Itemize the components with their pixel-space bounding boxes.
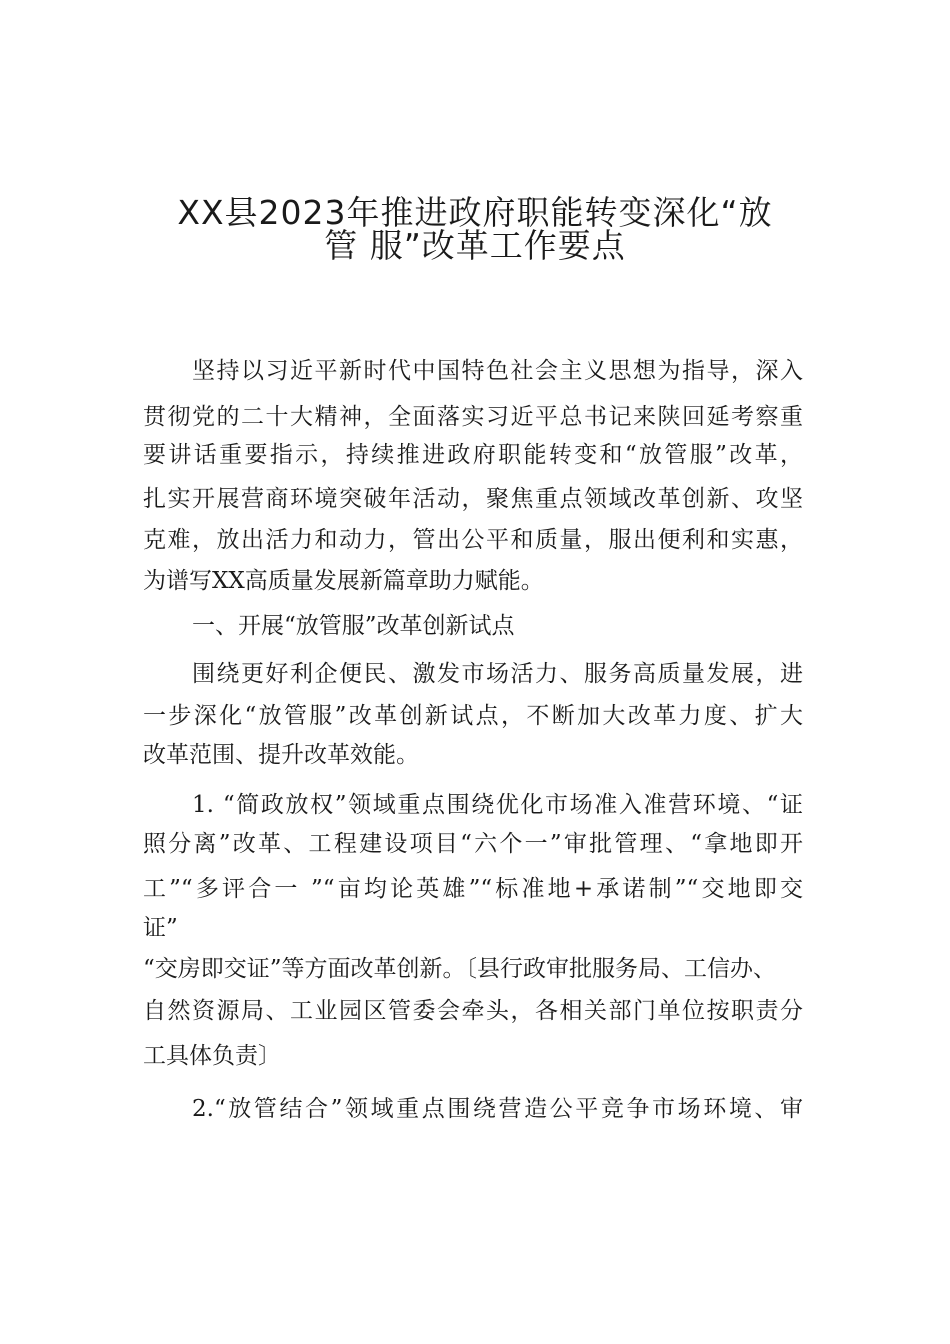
intro-line-6: 为谱写XX高质量发展新篇章助力赋能。 (143, 568, 544, 594)
item-1-line-3: 工”“多评合一 ”“亩均论英雄”“标准地+承诺制”“交地即交 (143, 876, 803, 902)
item-1-line-7: 工具体负责〕 (143, 1043, 281, 1069)
item-1-line-1: 1. “简政放权”领域重点围绕优化市场准入准营环境、“证 (192, 792, 803, 818)
item-1-line-2: 照分离”改革、工程建设项目“六个一”审批管理、“拿地即开 (143, 831, 803, 857)
item-1-line-6: 自然资源局、工业园区管委会牵头，各相关部门单位按职责分 (143, 998, 803, 1024)
section-1-para-line-2: 一步深化“放管服”改革创新试点，不断加大改革力度、扩大 (143, 703, 803, 729)
document-title-line-1: XX县2023年推进政府职能转变深化“放 (177, 193, 773, 232)
intro-line-4: 扎实开展营商环境突破年活动，聚焦重点领域改革创新、攻坚 (143, 486, 803, 512)
item-2-line-1: 2.“放管结合”领域重点围绕营造公平竞争市场环境、审 (192, 1096, 803, 1122)
item-1-line-4: 证” (143, 915, 178, 941)
intro-line-5: 克难，放出活力和动力，管出公平和质量，服出便利和实惠， (143, 527, 803, 553)
intro-line-2: 贯彻党的二十大精神，全面落实习近平总书记来陕回延考察重 (143, 404, 803, 430)
item-1-line-5: “交房即交证”等方面改革创新。〔县行政审批服务局、工信办、 (143, 956, 777, 982)
section-1-heading: 一、开展“放管服”改革创新试点 (192, 613, 515, 639)
intro-line-1: 坚持以习近平新时代中国特色社会主义思想为指导，深入 (192, 358, 803, 384)
section-1-para-line-1: 围绕更好利企便民、激发市场活力、服务高质量发展，进 (192, 661, 803, 687)
document-title-line-2: 管 服”改革工作要点 (324, 226, 626, 265)
section-1-para-line-3: 改革范围、提升改革效能。 (143, 742, 419, 768)
intro-line-3: 要讲话重要指示，持续推进政府职能转变和“放管服”改革， (143, 442, 803, 468)
